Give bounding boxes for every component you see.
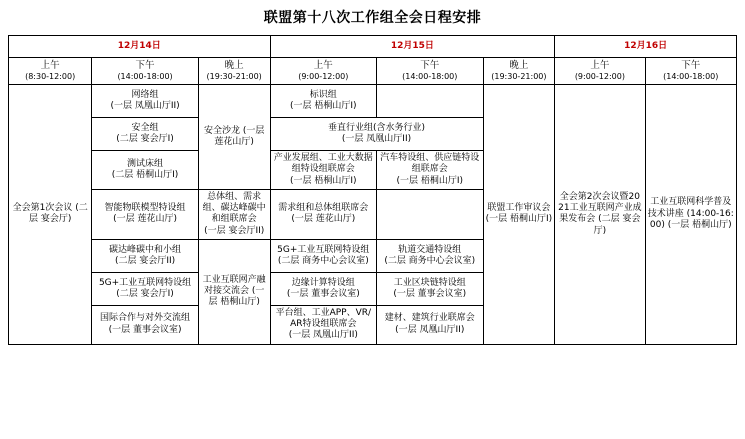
- group-location: (一层 凤凰山厅II): [288, 330, 358, 341]
- group-platform-app-vrar: [270, 305, 376, 344]
- group-identifier-span: [377, 85, 483, 118]
- group-testbed: [92, 151, 198, 190]
- session-location: (一层 梧桐山厅): [667, 219, 732, 230]
- event-security-salon: [198, 85, 270, 190]
- event-name: 安全沙龙: [203, 125, 240, 136]
- session-location: (二层 宴会厅): [593, 214, 641, 236]
- group-location: (一层 董事会议室): [286, 288, 360, 299]
- group-name: 智能物联模型特设组: [104, 203, 186, 213]
- group-name: 汽车特设组、供应链特设组联席会: [380, 153, 480, 175]
- group-location: (一层 莲花山厅): [291, 214, 356, 225]
- group-location: (一层 董事会议室): [393, 288, 467, 299]
- slot-header-3: [198, 58, 270, 85]
- slot-time: (8:30-12:00): [25, 71, 76, 81]
- session-location: (一层 梧桐山厅I): [485, 214, 553, 225]
- group-smart-iot-model: [92, 189, 198, 239]
- group-location: (一层 宴会厅II): [204, 225, 265, 236]
- group-location: (一层 凤凰山厅II): [395, 324, 465, 335]
- slot-header-4: [270, 58, 376, 85]
- group-name: 边缘计算特设组: [291, 277, 355, 288]
- event-location: (一层 梧桐山厅): [208, 286, 265, 308]
- slot-label: 晚上: [224, 60, 244, 72]
- group-auto-supplychain: [377, 151, 483, 190]
- group-name: 总体组、需求组、碳达峰碳中和组联席会: [202, 191, 266, 225]
- slot-label: 下午: [681, 60, 701, 72]
- slot-time: (14:00-18:00): [663, 71, 719, 81]
- group-location: (一层 梧桐山厅I): [290, 175, 357, 186]
- group-location: (一层 董事会议室): [108, 324, 182, 335]
- slot-header-2: [92, 58, 198, 85]
- group-demand-overall: [270, 189, 376, 239]
- group-name: 5G+工业互联网特设组: [277, 244, 370, 255]
- group-name: 轨道交通特设组: [398, 244, 462, 255]
- group-name: 产业发展组、工业大数据组特设组联席会: [273, 153, 373, 175]
- slot-label: 晚上: [509, 60, 529, 72]
- day-header-1: 12月14日: [9, 36, 271, 58]
- group-location: (二层 宴会厅I): [116, 134, 174, 144]
- slot-time: (14:00-18:00): [117, 71, 173, 81]
- group-name: 碳达峰碳中和小组: [109, 244, 182, 255]
- group-name: 垂直行业组(含水务行业): [328, 122, 426, 133]
- group-name: 5G+工业互联网特设组: [98, 277, 192, 288]
- slot-time: (19:30-21:00): [491, 71, 547, 81]
- group-industry-development-bigdata: [270, 151, 376, 190]
- group-location: (一层 凤凰山厅II): [110, 101, 180, 111]
- slot-label: 下午: [135, 60, 155, 72]
- slot-header-1: [9, 58, 92, 85]
- slot-time: (14:00-18:00): [402, 71, 458, 81]
- slot-time: (19:30-21:00): [206, 71, 262, 81]
- slot-header-5: [377, 58, 483, 85]
- group-blockchain: [377, 272, 483, 305]
- slot-label: 上午: [40, 60, 60, 72]
- group-location: (一层 梧桐山厅I): [290, 101, 357, 111]
- slot-label: 上午: [590, 60, 610, 72]
- table-row-day-headers: [9, 36, 737, 58]
- group-5g-industrial-internet-2: [270, 239, 376, 272]
- group-name: 工业区块链特设组: [393, 277, 466, 288]
- group-vertical-industry: [270, 118, 483, 151]
- group-name: 测试床组: [127, 158, 164, 169]
- event-location: (一层 莲花山厅): [214, 125, 265, 147]
- group-edge-computing: [270, 272, 376, 305]
- group-name: 标识组: [309, 89, 337, 100]
- session-plenary-2: [555, 85, 645, 345]
- slot-label: 下午: [420, 60, 440, 72]
- session-plenary-1: [9, 85, 92, 345]
- group-name: 平台组、工业APP、VR/AR特设组联席会: [275, 307, 372, 329]
- session-name: 全会第2次会议暨2021工业互联网产业成果发布会: [558, 191, 642, 225]
- page-title: 联盟第十八次工作组全会日程安排: [263, 10, 482, 26]
- session-name: 联盟工作审议会: [487, 203, 551, 213]
- session-location: (二层 宴会厅): [28, 203, 88, 225]
- group-location: (二层 宴会厅II): [114, 255, 176, 266]
- group-5g-industrial-internet: [92, 272, 198, 305]
- group-name: 网络组: [131, 89, 159, 100]
- group-location: (一层 莲花山厅): [113, 214, 177, 225]
- group-security: [92, 118, 198, 151]
- session-union-review: [483, 85, 555, 345]
- group-name: 国际合作与对外交流组: [100, 313, 191, 324]
- group-location: (二层 商务中心会议室): [277, 255, 369, 266]
- group-rail-transit: [377, 239, 483, 272]
- slot-header-6: [483, 58, 555, 85]
- group-name: 建材、建筑行业联席会: [384, 313, 475, 324]
- group-network: [92, 85, 198, 118]
- table-row-slot-headers: [9, 58, 737, 85]
- schedule-table: [8, 35, 737, 345]
- session-time: (14:00-16:00): [649, 208, 734, 230]
- group-overall-demand-carbon: [198, 189, 270, 239]
- group-location: (一层 梧桐山厅I): [396, 175, 464, 186]
- group-name: 安全组: [131, 122, 159, 133]
- day-header-2: 12月15日: [270, 36, 555, 58]
- event-name: 工业互联网产融对接交流会: [202, 274, 266, 296]
- session-lecture: [645, 85, 736, 345]
- group-carbon-peak: [92, 239, 198, 272]
- group-location: (二层 宴会厅I): [116, 288, 174, 299]
- session-name: 工业互联网科学普及技术讲座: [647, 197, 732, 219]
- slot-header-7: [555, 58, 645, 85]
- session-name: 全会第1次会议: [12, 203, 73, 213]
- slot-header-8: [645, 58, 736, 85]
- group-identifier: [270, 85, 376, 118]
- group-location: (二层 商务中心会议室): [384, 255, 476, 266]
- group-location: (二层 梧桐山厅I): [111, 169, 179, 180]
- slot-time: (9:00-12:00): [298, 71, 349, 81]
- slot-time: (9:00-12:00): [574, 71, 625, 81]
- group-location: (一层 凤凰山厅II): [341, 134, 412, 144]
- slot-label: 上午: [313, 60, 333, 72]
- group-materials-construction: [377, 305, 483, 344]
- group-name: 需求组和总体组联席会: [278, 203, 369, 213]
- day-header-3: 12月16日: [555, 36, 737, 58]
- group-international-cooperation: [92, 305, 198, 344]
- event-industry-finance: [198, 239, 270, 344]
